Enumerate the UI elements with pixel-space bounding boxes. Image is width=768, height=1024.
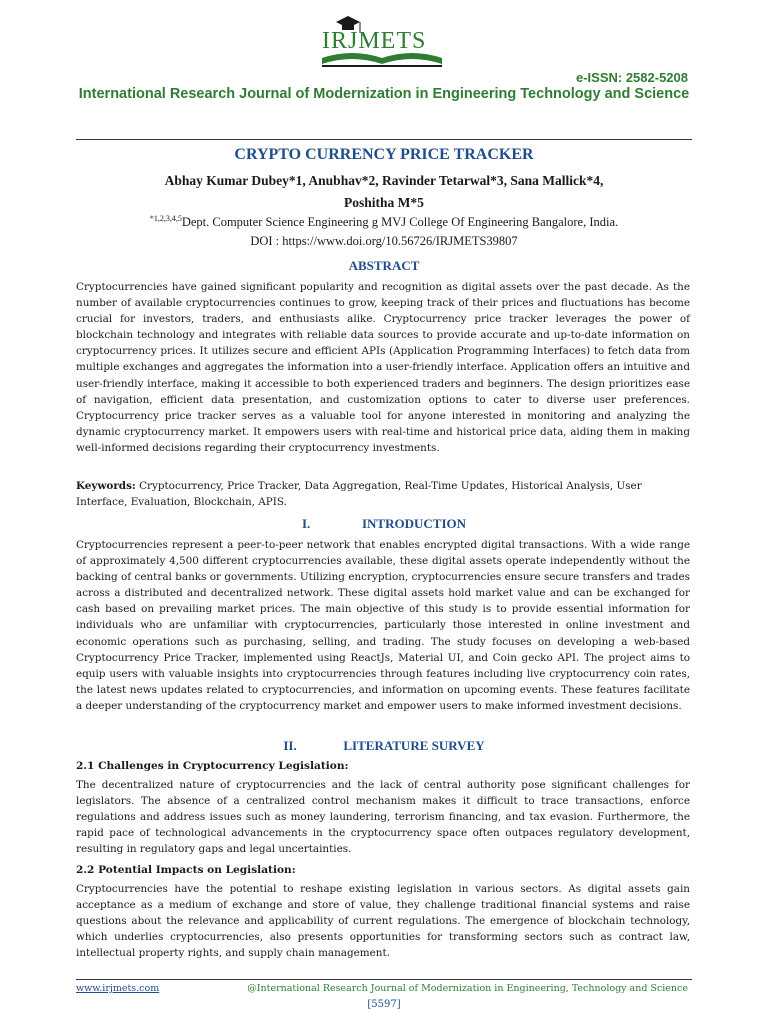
copyright-text: @International Research Journal of Modernization in Engineering, Technology and Science bbox=[247, 983, 688, 994]
doi-link[interactable]: DOI : https://www.doi.org/10.56726/IRJMETS39807 bbox=[250, 234, 518, 248]
keywords bbox=[76, 478, 690, 510]
issn-label: e-ISSN: 2582-5208 bbox=[575, 70, 688, 85]
keywords-label: Keywords: bbox=[76, 480, 136, 492]
introduction-title: INTRODUCTION bbox=[361, 516, 466, 531]
abstract-heading: ABSTRACT bbox=[348, 258, 420, 273]
subsection-2-1-heading: 2.1 Challenges in Cryptocurrency Legislation: bbox=[76, 760, 349, 772]
authors-line-2: Poshitha M*5 bbox=[344, 195, 424, 210]
keywords-text: Cryptocurrency, Price Tracker, Data Aggregation, Real-Time Updates, Historical Analysis, User Interface, Evaluation, Blockchain, APIS. bbox=[76, 480, 642, 509]
literature-title: LITERATURE SURVEY bbox=[343, 738, 485, 753]
page-number: [5597] bbox=[367, 999, 401, 1010]
affiliation-sup: *1,2,3,4,5 bbox=[149, 214, 182, 223]
affiliation-text: Dept. Computer Science Engineering g MVJ College Of Engineering Bangalore, India. bbox=[181, 215, 619, 230]
abstract-text: Cryptocurrencies have gained significant popularity and recognition as digital assets over the past decade. As the number of available cryptocurrencies continues to grow, keeping track of their prices and fluctuations has become crucial for investors, traders, and enthusiasts alike. Cryptocurrency price tracker leverages the power of blockchain technology and integrates with reliable data sources to provide accurate and up-to-date information on cryptocurrency prices. It utilizes secure and efficient APIs (Application Programming Interfaces) to fetch data from multiple exchanges and aggregates the information into a user-friendly interface. Application offers an intuitive and user-friendly interface, making it accessible to both experienced traders and beginners. The design prioritizes ease of navigation, efficient data presentation, and customization options to cater to diverse user preferences. Cryptocurrency price tracker serves as a valuable tool for anyone interested in monitoring and analyzing the dynamic cryptocurrency market. It empowers users with real-time and historical price data, aiding them in making well-informed decisions regarding their cryptocurrency investments. bbox=[76, 281, 690, 454]
affiliation bbox=[0, 214, 768, 230]
header-divider bbox=[76, 139, 692, 140]
literature-number: II. bbox=[283, 738, 297, 753]
subsection-2-1-text: The decentralized nature of cryptocurrencies and the lack of central authority pose significant challenges for legislators. The absence of a centralized control mechanism makes it difficult to trace transactions, enforce regulations and address issues such as money laundering, terrorism financing, and tax evasion. Furthermore, the rapid pace of technological advancements in the cryptocurrency space often outpaces regulatory development, resulting in regulatory gaps and legal uncertainties. bbox=[76, 779, 690, 856]
literature-heading bbox=[0, 738, 768, 754]
journal-name: International Research Journal of Modernization in Engineering Technology and Science bbox=[78, 86, 690, 102]
introduction-number: I. bbox=[301, 516, 311, 531]
subsection-2-2-heading: 2.2 Potential Impacts on Legislation: bbox=[76, 864, 296, 876]
introduction-text: Cryptocurrencies represent a peer-to-peer network that enables encrypted digital transactions. With a wide range of approximately 4,500 different cryptocurrencies available, these digital assets operate independently without the backing of central banks or governments. Utilizing encryption, cryptocurrencies ensure secure transfers and trades across a distributed and decentralized network. These digital assets hold market value and can be exchanged for cash based on prevailing market prices. The main objective of this study is to provide essential information for individuals who are unfamiliar with cryptocurrencies, particularly those interested in online investment and economic operations such as purchasing, selling, and trading. The study focuses on developing a web-based Cryptocurrency Price Tracker, implemented using ReactJs, Material UI, and Coin gecko API. The project aims to equip users with valuable insights into cryptocurrencies through features including live cryptocurrency coin rates, the latest news updates related to cryptocurrencies, and information on upcoming events. These features facilitate a deeper understanding of the cryptocurrency market and empower users to make informed investment decisions. bbox=[76, 539, 690, 712]
authors bbox=[0, 170, 768, 214]
logo-text: IRJMETS bbox=[322, 28, 427, 54]
introduction-heading bbox=[0, 516, 768, 532]
paper-title: CRYPTO CURRENCY PRICE TRACKER bbox=[234, 146, 534, 163]
authors-line-1: Abhay Kumar Dubey*1, Anubhav*2, Ravinder Tetarwal*3, Sana Mallick*4, bbox=[164, 173, 604, 188]
footer-divider bbox=[76, 979, 692, 980]
subsection-2-2-text: Cryptocurrencies have the potential to reshape existing legislation in various sectors. As digital assets gain acceptance as a medium of exchange and store of value, they challenge traditional financial systems and raise questions about the relevance and applicability of current regulations. The emergence of blockchain technology, which underlies cryptocurrencies, also presents opportunities for transforming sectors such as contract law, intellectual property rights, and supply chain management. bbox=[76, 883, 690, 960]
website-link[interactable]: www.irjmets.com bbox=[76, 983, 160, 994]
